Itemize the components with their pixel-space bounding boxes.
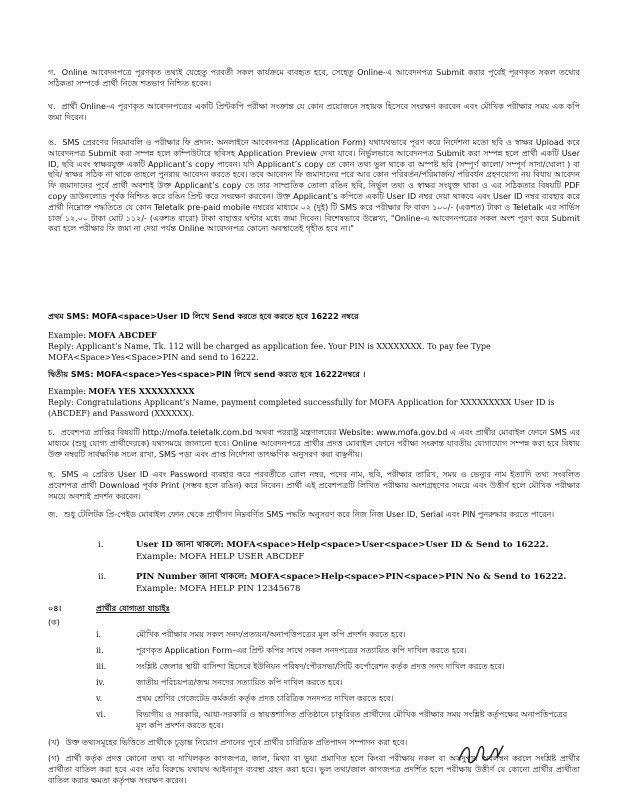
paragraph-marker: (গ) — [48, 754, 60, 763]
paragraph-text: শুধু টেলিটক প্রি-পেইড মোবাইল ফোন থেকে প্রার্থীগণ নিম্নবর্ণিত SMS পদ্ধতি অনুসরণ করে নিজ নিজ User ID, Serial এবং PIN পুনরুদ্ধার করতে পারেন। — [63, 510, 555, 519]
recovery-label: PIN Number জানা থাকলে: — [136, 572, 248, 582]
paragraph-text: উক্ত তথ্যসমূহের ভিত্তিতে প্রার্থীকে চূড়ান্ত নিয়োগ প্রদানের পূর্বে প্রার্থীর চারিত্রিক প্রতিপাদন সম্পাদন করা হবে। — [65, 738, 408, 747]
recovery-command: MOFA<space>Help<space>PIN<space>PIN No & Send to 16222. — [250, 572, 567, 582]
eligibility-text: সংশ্লিষ্ট জেলার স্থায়ী বাসিন্দা হিসেবে ইউনিয়ন পরিষদ/পৌরসভা/সিটি কর্পোরেশন কর্তৃক প্রদত্ত সনদ দাখিল করতে হবে। — [136, 662, 505, 671]
paragraph-marker: ছ. — [48, 470, 56, 479]
section-number: ০৪। — [48, 604, 62, 613]
list-number: i. — [98, 540, 104, 550]
paragraph-chha — [48, 470, 580, 502]
recovery-item-pin — [98, 572, 578, 598]
recovery-command: MOFA<space>Help<space>User<space>User ID & Send to 16222. — [226, 540, 549, 550]
paragraph-text: SMS এ প্রেরিত User ID এবং Password ব্যবহার করে পরবর্তীতে রোল নম্বর, পদের নাম, ছবি, পরীক্ষার তারিখ, সময় ও ভেন্যুর নাম ইত্যাদি তথ্য সংবলিত প্রবেশপত্র প্রার্থী Download পূর্বক Print (সম্ভব হলে রঙিন) করে নিবেন। প্রার্থী এই প্রবেশপত্রটি লিখিত পরীক্ষায় অংশগ্রহণের সময়ে এবং উত্তীর্ণ হলে মৌখিক পরীক্ষার সময়ে অবশ্যই প্রদর্শন করবেন। — [48, 470, 580, 501]
list-number: ii. — [98, 572, 107, 582]
paragraph-ja — [48, 510, 580, 521]
example-label: Example: — [48, 331, 86, 340]
sms1-heading: প্রথম SMS: MOFA<space>User ID লিখে Send করতে হবে করতে হবে 16222 নম্বরে — [48, 312, 359, 321]
example-value: MOFA YES XXXXXXXXX — [88, 386, 195, 396]
eligibility-text: মৌখিক পরীক্ষার সময় সকল সনদ/প্রত্যয়ন/অনাপত্তিপত্রের মূল কপি প্রদর্শন করতে হবে। — [136, 630, 406, 639]
paragraph-marker: গ. — [48, 68, 56, 77]
recovery-example: Example: MOFA HELP PIN 12345678 — [136, 583, 301, 594]
paragraph-text: প্রার্থী কর্তৃক প্রদত্ত কোনো তথ্য বা দাখিলকৃত কাগজপত্র, জাল, মিথ্যা বা ভুয়া প্রমাণিত হলে কিংবা পরীক্ষায় নকল বা অসদুপায় অবলম্বন করলে সংশ্লিষ্ট প্রার্থীর প্রার্থীতা বাতিল করা হবে এবং তাঁর বিরুদ্ধে যথাযথ আইনানুগ ব্যবস্থা গ্রহণ করা হবে। ভুল তথ্য/জাল কাগজপত্র প্রদর্শিত হলে পরীক্ষায় উত্তীর্ণ যে কোনো প্রার্থীর প্রার্থীতা বাতিল করার ক্ষমতা কর্তৃপক্ষ সংরক্ষণ করেন। — [48, 754, 580, 785]
paragraph-text: Online আবেদনপত্রে পূরণকৃত তথ্যই যেহেতু পরবর্তী সকল কার্যক্রমে ব্যবহৃত হবে, সেহেতু Online-এ আবেদনপত্র Submit করার পূর্বেই পূরণকৃত সকল তথ্যের সঠিকতা সম্পর্কে প্রার্থী নিজে শতভাগ নিশ্চিত হবেন। — [48, 68, 580, 88]
paragraph-umo — [48, 138, 580, 235]
paragraph-marker: ঘ. — [48, 102, 56, 111]
paragraph-marker: জ. — [48, 510, 58, 519]
eligibility-text: প্রথম শ্রেণির গেজেটেড কর্মকর্তা কর্তৃক প্রদত্ত চারিত্রিক সনদপত্র দাখিল করতে হবে। — [136, 694, 394, 703]
list-number: i. — [96, 630, 102, 639]
paragraph-gha — [48, 102, 580, 124]
eligibility-text: জাতীয় পরিচয়পত্র/জন্ম সনদের সত্যায়িত কপি দাখিল করতে হবে। — [136, 678, 343, 687]
list-number: v. — [96, 694, 103, 703]
paragraph-text: প্রবেশপত্র প্রাপ্তির বিষয়টি http://mofa.teletalk.com.bd অথবা পররাষ্ট্র মন্ত্রণালয়ের Website: www.mofa.gov.bd এ এবং প্রার্থীর মোবাইল ফোনে SMS এর মাধ্যমে (শুধু যোগ্য প্রার্থীদেরকে) যথাসময়ে জানানো হবে। Online আবেদনপত্রে প্রার্থীর প্রদত্ত মোবাইল ফোনে পরীক্ষা সংক্রান্ত যাবতীয় যোগাযোগ সম্পন্ন করা হবে বিধায় উক্ত নম্বরটি সার্বক্ষণিক সচল রাখা, SMS পড়া এবং প্রাপ্ত নির্দেশনা তাৎক্ষণিক অনুসরণ করা বাঞ্ছনীয়। — [48, 428, 580, 459]
eligibility-text: বিভাগীয় ও সরকারি, আধা-সরকারি ও স্বায়ত্তশাসিত প্রতিষ্ঠানে চাকুরিরত প্রার্থীদের মৌখিক পরীক্ষার সময় সংশ্লিষ্ট কর্তৃপক্ষের অনাপত্তিপত্রের মূল কপি প্রদর্শন করতে হবে। — [136, 710, 568, 730]
handwritten-signature — [455, 740, 515, 770]
recovery-example: Example: MOFA HELP USER ABCDEF — [136, 551, 305, 562]
paragraph-kha — [48, 738, 448, 749]
list-number: vi. — [96, 710, 106, 719]
example-value: MOFA ABCDEF — [88, 330, 157, 340]
sms2-heading: দ্বিতীয় SMS: MOFA<space>Yes<space>PIN লিখে send করতে হবে 16222নম্বরে । — [48, 370, 366, 379]
list-number: ii. — [96, 646, 104, 655]
paragraph-text: SMS প্রেরণের নিয়মাবলি ও পরীক্ষার ফি প্রদান: অনলাইনে আবেদনপত্র (Application Form) যথাযথভাবে পূরণ করে নির্দেশনা মতো ছবি ও স্বাক্ষর Upload করে আবেদনপত্র Submit করা সম্পন্ন হলে কম্পিউটারে ছবিসহ Application Preview দেখা যাবে। নির্ভুলভাবে আবেদনপত্র Submit করা সম্পন্ন হলে প্রার্থী একটি User ID, ছবি এবং স্বাক্ষরযুক্ত একটি Applicant’s copy পাবেন। যদি Applicant’s copy তে কোন তথ্য ভুল থাকে বা অস্পষ্ট ছবি (সম্পূর্ণ কালো/ সম্পূর্ণ সাদা/ঘোলা ) বা ছবি/ স্বাক্ষর সঠিক না থাকে তাহলে পুনরায় আবেদন করতে হবে। তবে আবেদন ফি জমাদানের পরে আর কোন পরিবর্তন/পরিমার্জন/ পরিবর্ধন গ্রহণযোগ্য নয় বিধায় আবেদন ফি জমাদানের পূর্বে প্রার্থী অবশ্যই উক্ত Applicant’s copy তে তার সাম্প্রতিক তোলা রঙিন ছবি, নির্ভুল তথ্য ও স্বাক্ষর সংযুক্ত থাকা ও এর সঠিকতার বিষয়টি PDF copy ডাউনলোড পূর্বক নিশ্চিত করে রঙিন প্রিন্ট করে সংরক্ষণ করবেন। উক্ত Applicant’s কপিতে একটি User ID নম্বর দেয়া থাকবে এবং User ID নম্বর ব্যবহার করে প্রার্থী নিম্নোক্ত পদ্ধতিতে যে কোন Teletalk pre-paid mobile নম্বরের মাধ্যমে ০২ (দুই) টি SMS করে পরীক্ষার ফি বাবদ ১০০/- (একশত) টাকা ও Teletalk এর সার্ভিস চার্জ ১২.০০ টাকা মোট ১১২/- (একশত বারো) টাকা বাহাত্তর ঘন্টার মধ্যে জমা দিবেন। বিশেষভাবে উল্লেখ্য, "Online-এ আবেদনপত্রের সকল অংশ পূরণ করে Submit করা হলে পরীক্ষার ফি জমা না দেয়া পর্যন্ত Online আবেদনপত্র কোনো অবস্থাতেই গৃহীত হবে না।" — [48, 138, 580, 234]
paragraph-cha — [48, 428, 580, 460]
sub-marker-ka: (ক) — [48, 618, 60, 627]
list-number: iii. — [96, 662, 107, 671]
recovery-text — [136, 572, 576, 595]
paragraph-marker: ঙ. — [48, 138, 57, 147]
section-title: প্রার্থীর যোগ্যতা যাচাইঃ — [96, 604, 170, 613]
recovery-label: User ID জানা থাকলে: — [136, 540, 224, 550]
recovery-item-user-id — [98, 540, 578, 566]
paragraph-marker: চ. — [48, 428, 55, 437]
sms1-reply: Reply: Applicant’s Name, Tk. 112 will be charged as application fee. Your PIN is XXXXXXXX. To pay fee Type MOFA<Space>Yes<Space>PIN and send to 16222. — [48, 342, 491, 362]
sms1-example — [48, 330, 580, 342]
sms2-reply: Reply: Congratulations Applicant’s Name, payment completed successfully for MOFA Application for XXXXXXXXX User ID is (ABCDEF) and Password (XXXXXX). — [48, 398, 555, 418]
sms2-example — [48, 386, 580, 398]
paragraph-text: প্রার্থী Online-এ পূরণকৃত আবেদনপত্রের একটি প্রিন্টকপি পরীক্ষা সংক্রান্ত যে কোন প্রয়োজনে সহায়ক হিসেবে সংরক্ষণ করবেন এবং মৌখিক পরীক্ষার সময় এক কপি জমা দিবেন। — [48, 102, 580, 122]
paragraph-marker: (খ) — [48, 738, 60, 747]
recovery-text — [136, 540, 576, 563]
eligibility-text: পূরণকৃত Application Form–এর প্রিন্ট কপির সাথে সকল সনদপত্রের সত্যায়িত কপি দাখিল করতে হবে। — [136, 646, 467, 655]
list-number: iv. — [96, 678, 105, 687]
example-label: Example: — [48, 387, 86, 396]
paragraph-ga — [48, 68, 580, 90]
